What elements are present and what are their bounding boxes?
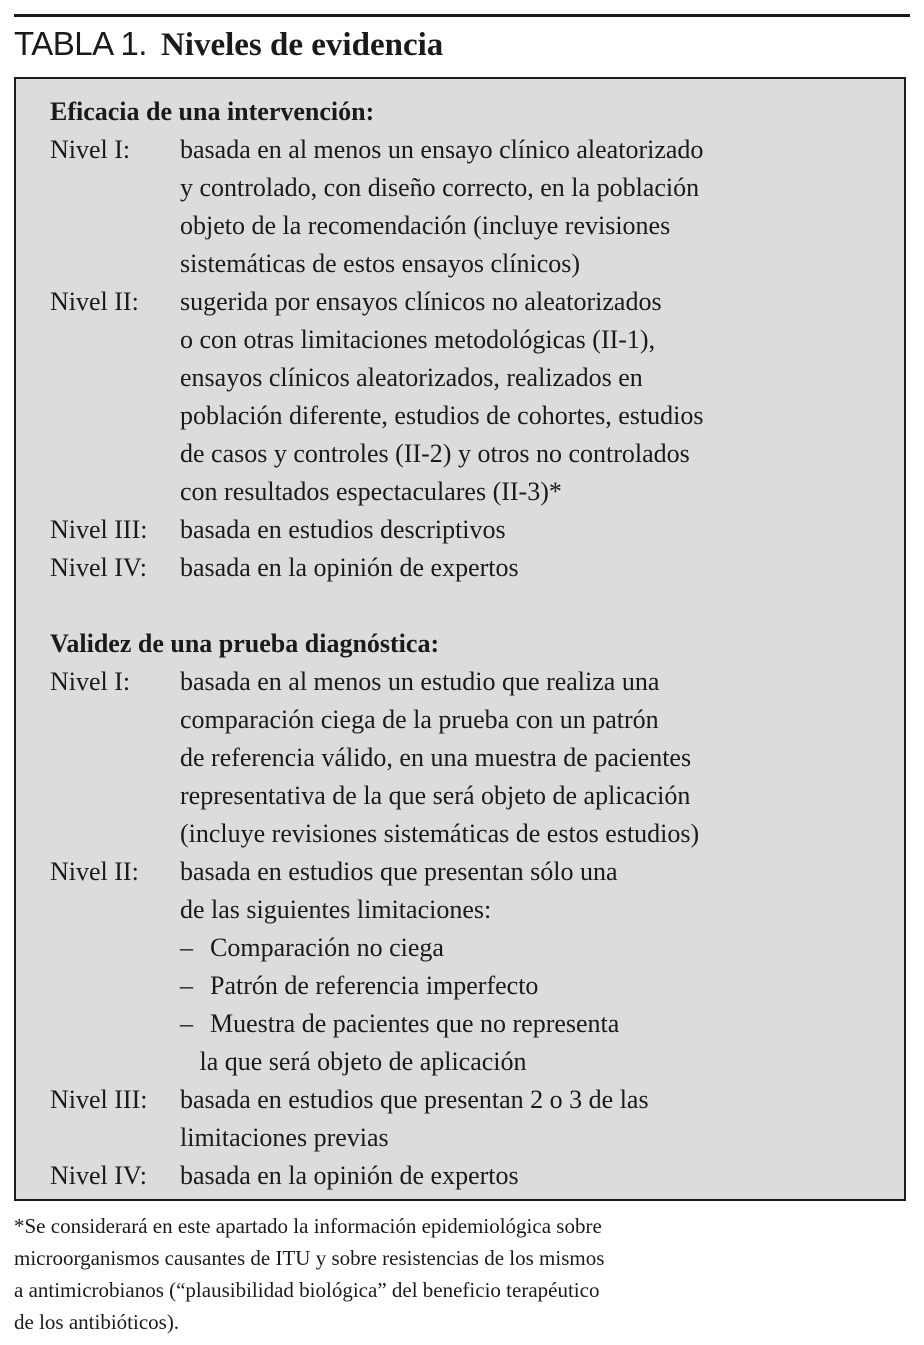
limitation-item: [180, 1005, 619, 1081]
limitation-item: [180, 929, 444, 967]
table-name: Niveles de evidencia: [160, 27, 444, 63]
dash-bullet: –: [180, 1009, 193, 1038]
top-rule: [14, 14, 910, 17]
level-label: Nivel III:: [50, 515, 148, 544]
level-description: basada en la opinión de expertos: [180, 1161, 519, 1190]
level-description: basada en estudios que presentan sólo una de las siguientes limitaciones:: [180, 857, 618, 924]
limitation-text: Muestra de pacientes que no representa la que será objeto de aplicación: [199, 1009, 620, 1076]
level-label: Nivel II:: [50, 287, 139, 316]
level-label: Nivel II:: [50, 857, 139, 886]
dash-bullet: –: [180, 933, 193, 962]
level-label: Nivel III:: [50, 1085, 148, 1114]
footnote: *Se considerará en este apartado la información epidemiológica sobre microorganismos causantes de ITU y sobre resistencias de los mismos a antimicrobianos (“plausibilidad biológica” del beneficio terapéutico de los antibióticos).: [14, 1214, 605, 1334]
level-description: basada en al menos un estudio que realiza una comparación ciega de la prueba con un patrón de referencia válido, en una muestra de pacientes representativa de la que será objeto de aplicación (incluye revisiones sistemáticas de estos estudios): [180, 667, 700, 848]
level-description: basada en al menos un ensayo clínico aleatorizado y controlado, con diseño correcto, en la población objeto de la recomendación (incluye revisiones sistemáticas de estos ensayos clínicos): [180, 135, 704, 278]
level-label: Nivel I:: [50, 135, 131, 164]
section-title-intervention: Eficacia de una intervención:: [50, 97, 375, 126]
limitation-text: Comparación no ciega: [210, 933, 444, 962]
level-description: basada en la opinión de expertos: [180, 553, 519, 582]
level-description: basada en estudios que presentan 2 o 3 de las limitaciones previas: [180, 1085, 649, 1152]
level-description: sugerida por ensayos clínicos no aleatorizados o con otras limitaciones metodológicas (II-1), ensayos clínicos aleatorizados, realizados en población diferente, estudios de cohortes, estudios de casos y controles (II-2) y otros no controlados con resultados espectaculares (II-3)*: [180, 287, 704, 506]
dash-bullet: –: [180, 971, 193, 1000]
evidence-table: [14, 77, 906, 1201]
table-label: TABLA 1.: [14, 25, 147, 62]
section-title-diagnostic: Validez de una prueba diagnóstica:: [50, 629, 440, 658]
level-description: basada en estudios descriptivos: [180, 515, 506, 544]
limitation-item: [180, 967, 538, 1005]
limitation-text: Patrón de referencia imperfecto: [210, 971, 539, 1000]
level-label: Nivel IV:: [50, 1161, 147, 1190]
level-label: Nivel IV:: [50, 553, 147, 582]
level-label: Nivel I:: [50, 667, 131, 696]
table-title: [14, 22, 443, 66]
